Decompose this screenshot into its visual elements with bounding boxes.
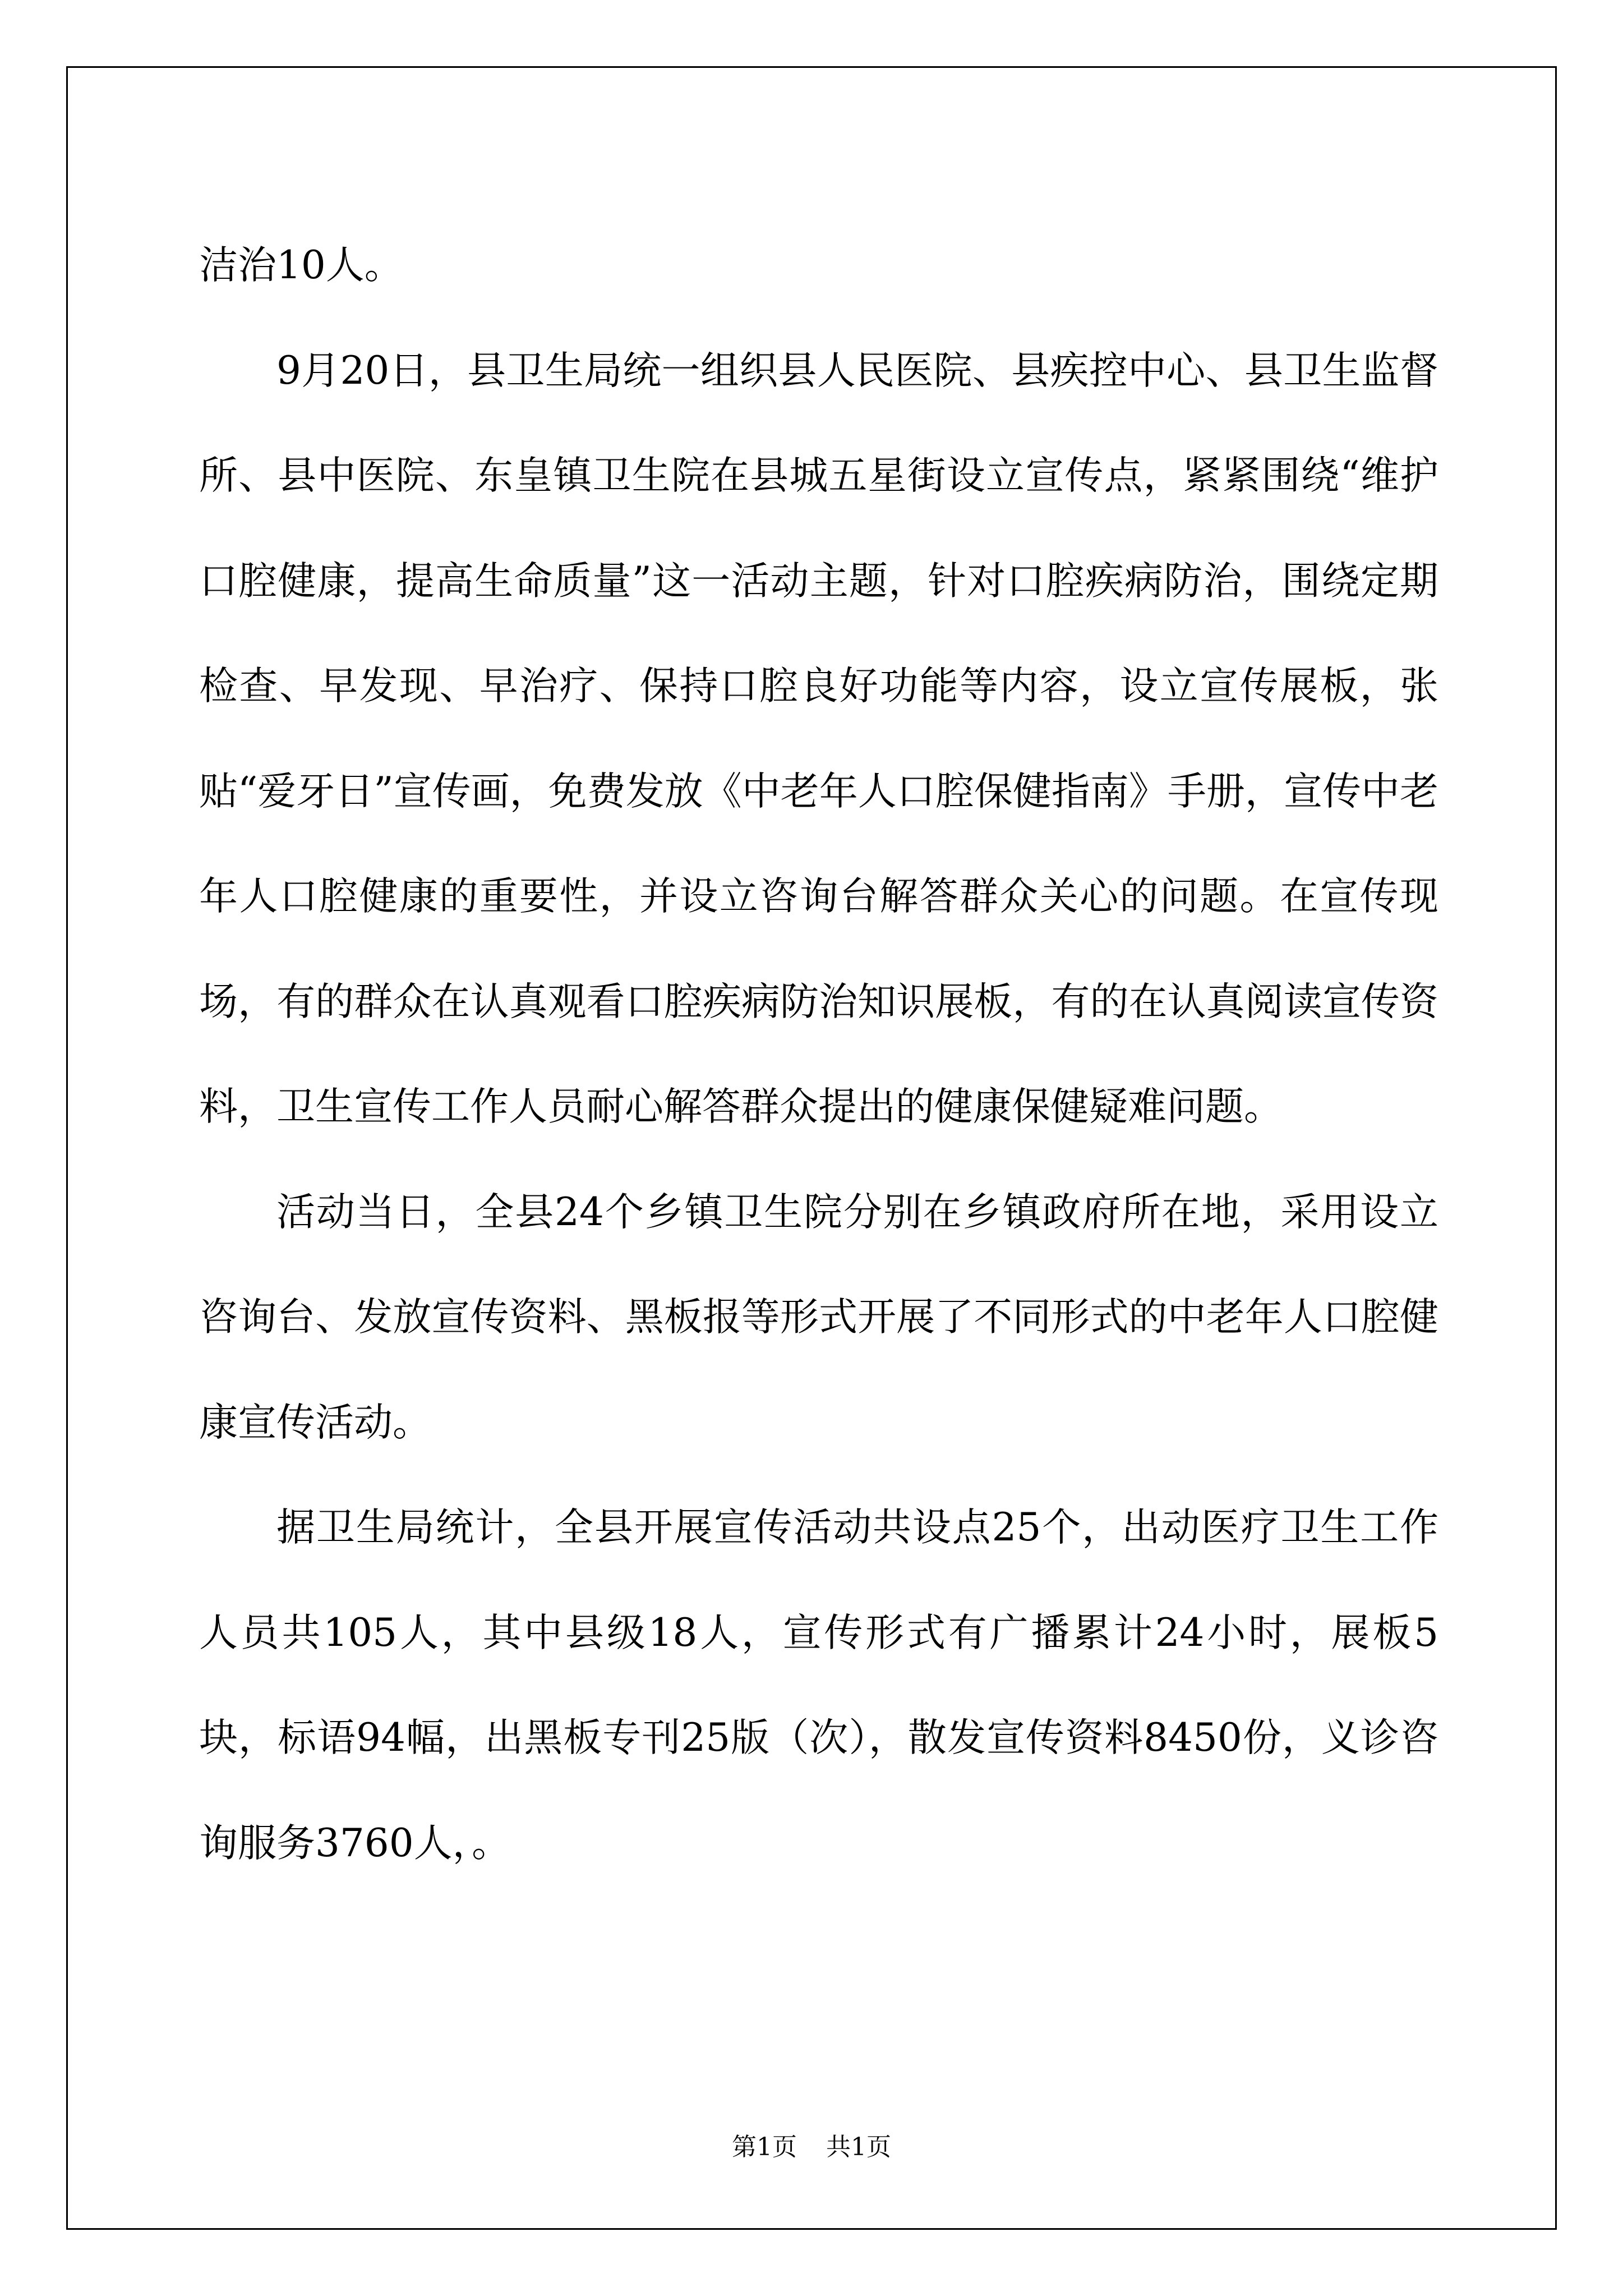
paragraph-1: 洁治10人。 xyxy=(199,243,403,288)
paragraph-4: 据卫生局统计，全县开展宣传活动共设点25个，出动医疗卫生工作人员共105人，其中县级18人，宣传形式有广播累计24小时，展板5块，标语94幅，出黑板专刊25版（次），散发宣传资料8450份，义诊咨询服务3760人，。 xyxy=(199,1505,1438,1866)
paragraph-2: 9月20日，县卫生局统一组织县人民医院、县疾控中心、县卫生监督所、县中医院、东皇镇卫生院在县城五星街设立宣传点，紧紧围绕“维护口腔健康，提高生命质量”这一活动主题，针对口腔疾病防治，围绕定期检查、早发现、早治疗、保持口腔良好功能等内容，设立宣传展板，张贴“爱牙日”宣传画，免费发放《中老年人口腔保健指南》手册，宣传中老年人口腔健康的重要性，并设立咨询台解答群众关心的问题。在宣传现场，有的群众在认真观看口腔疾病防治知识展板，有的在认真阅读宣传资料，卫生宣传工作人员耐心解答群众提出的健康保健疑难问题。 xyxy=(199,348,1438,1129)
page-total: 共1页 xyxy=(826,2133,891,2161)
page-number: 第1页 xyxy=(732,2133,797,2161)
page-footer xyxy=(0,2131,1623,2164)
paragraph-3: 活动当日，全县24个乡镇卫生院分别在乡镇政府所在地，采用设立咨询台、发放宣传资料、黑板报等形式开展了不同形式的中老年人口腔健康宣传活动。 xyxy=(199,1189,1438,1445)
document-body xyxy=(199,213,1438,1896)
